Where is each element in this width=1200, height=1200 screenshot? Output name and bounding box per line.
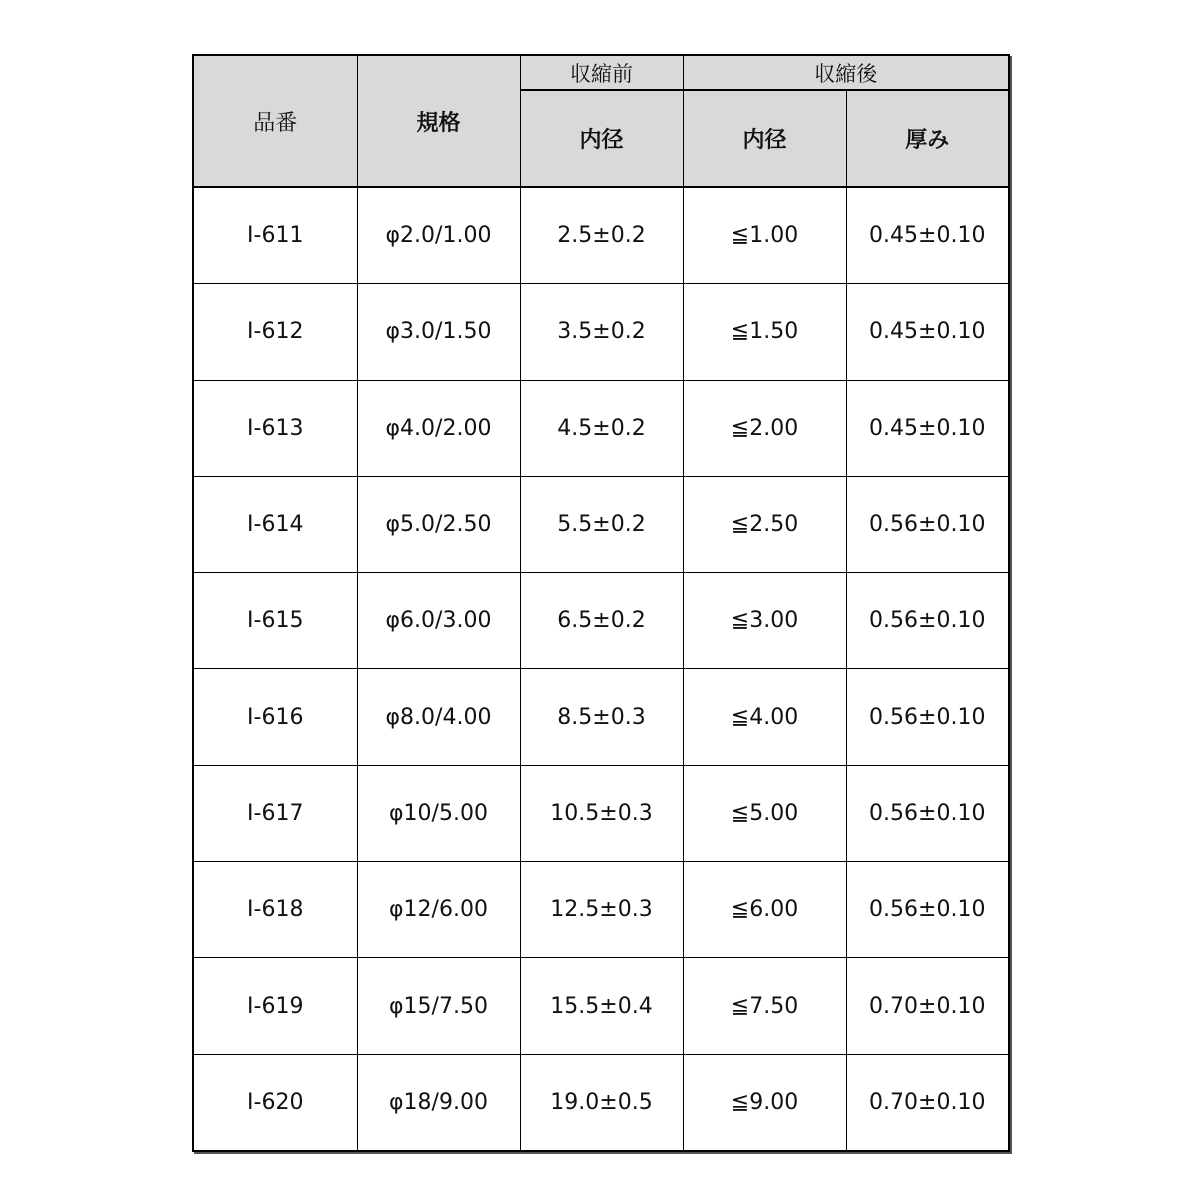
table-row: [194, 862, 1008, 958]
before-inner-diameter-cell: 2.5±0.2: [520, 187, 683, 284]
table-header: [194, 56, 1008, 187]
after-inner-diameter-cell: ≦4.00: [683, 669, 846, 765]
before-inner-diameter-cell: 8.5±0.3: [520, 669, 683, 765]
spec-cell: φ8.0/4.00: [357, 669, 520, 765]
part-number-cell: I-613: [194, 380, 357, 476]
header-part-number: 品番: [194, 56, 357, 187]
thickness-cell: 0.56±0.10: [846, 862, 1008, 958]
header-after-inner-diameter: 内径: [683, 90, 846, 187]
before-inner-diameter-cell: 4.5±0.2: [520, 380, 683, 476]
thickness-cell: 0.56±0.10: [846, 476, 1008, 572]
after-inner-diameter-cell: ≦1.50: [683, 284, 846, 380]
spec-cell: φ3.0/1.50: [357, 284, 520, 380]
table-row: [194, 669, 1008, 765]
table-row: [194, 958, 1008, 1054]
before-inner-diameter-cell: 5.5±0.2: [520, 476, 683, 572]
table-body: [194, 187, 1008, 1150]
after-inner-diameter-cell: ≦6.00: [683, 862, 846, 958]
part-number-cell: I-620: [194, 1054, 357, 1150]
spec-cell: φ18/9.00: [357, 1054, 520, 1150]
thickness-cell: 0.56±0.10: [846, 669, 1008, 765]
spec-cell: φ6.0/3.00: [357, 573, 520, 669]
thickness-cell: 0.45±0.10: [846, 284, 1008, 380]
after-inner-diameter-cell: ≦2.50: [683, 476, 846, 572]
table-row: [194, 380, 1008, 476]
table-row: [194, 284, 1008, 380]
before-inner-diameter-cell: 15.5±0.4: [520, 958, 683, 1054]
spec-cell: φ2.0/1.00: [357, 187, 520, 284]
before-inner-diameter-cell: 10.5±0.3: [520, 765, 683, 861]
before-inner-diameter-cell: 6.5±0.2: [520, 573, 683, 669]
spec-table-frame: [192, 54, 1010, 1152]
after-inner-diameter-cell: ≦2.00: [683, 380, 846, 476]
part-number-cell: I-615: [194, 573, 357, 669]
spec-cell: φ12/6.00: [357, 862, 520, 958]
before-inner-diameter-cell: 3.5±0.2: [520, 284, 683, 380]
spec-cell: φ4.0/2.00: [357, 380, 520, 476]
part-number-cell: I-612: [194, 284, 357, 380]
thickness-cell: 0.70±0.10: [846, 958, 1008, 1054]
part-number-cell: I-614: [194, 476, 357, 572]
part-number-cell: I-617: [194, 765, 357, 861]
table-row: [194, 573, 1008, 669]
part-number-cell: I-616: [194, 669, 357, 765]
after-inner-diameter-cell: ≦5.00: [683, 765, 846, 861]
after-inner-diameter-cell: ≦9.00: [683, 1054, 846, 1150]
after-inner-diameter-cell: ≦1.00: [683, 187, 846, 284]
spec-cell: φ10/5.00: [357, 765, 520, 861]
part-number-cell: I-611: [194, 187, 357, 284]
after-inner-diameter-cell: ≦3.00: [683, 573, 846, 669]
table-row: [194, 476, 1008, 572]
part-number-cell: I-618: [194, 862, 357, 958]
before-inner-diameter-cell: 12.5±0.3: [520, 862, 683, 958]
thickness-cell: 0.45±0.10: [846, 187, 1008, 284]
spec-cell: φ5.0/2.50: [357, 476, 520, 572]
header-before-shrink: 収縮前: [520, 56, 683, 90]
thickness-cell: 0.56±0.10: [846, 573, 1008, 669]
table-row: [194, 187, 1008, 284]
header-after-shrink: 収縮後: [683, 56, 1008, 90]
thickness-cell: 0.70±0.10: [846, 1054, 1008, 1150]
header-after-thickness: 厚み: [846, 90, 1008, 187]
thickness-cell: 0.45±0.10: [846, 380, 1008, 476]
part-number-cell: I-619: [194, 958, 357, 1054]
before-inner-diameter-cell: 19.0±0.5: [520, 1054, 683, 1150]
table-row: [194, 765, 1008, 861]
after-inner-diameter-cell: ≦7.50: [683, 958, 846, 1054]
table-row: [194, 1054, 1008, 1150]
spec-table: [194, 56, 1008, 1150]
header-spec: 規格: [357, 56, 520, 187]
thickness-cell: 0.56±0.10: [846, 765, 1008, 861]
spec-cell: φ15/7.50: [357, 958, 520, 1054]
header-before-inner-diameter: 内径: [520, 90, 683, 187]
